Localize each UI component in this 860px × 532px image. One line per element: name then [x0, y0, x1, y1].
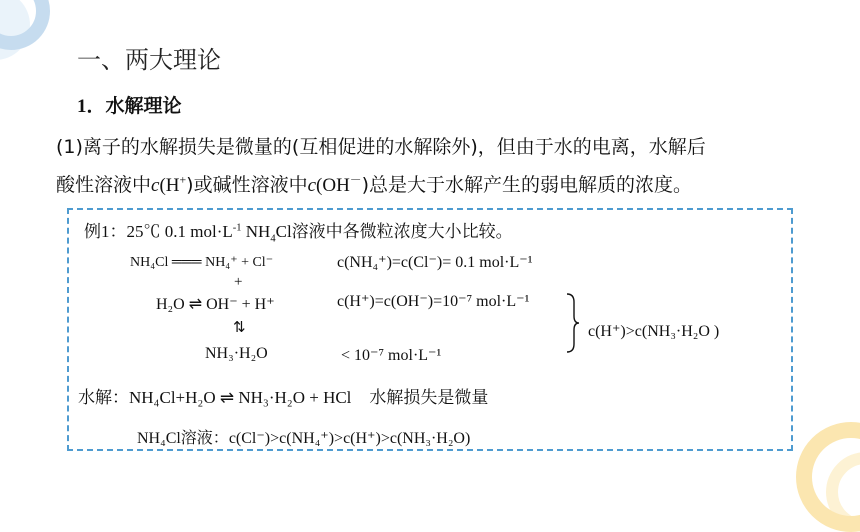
equation-nh3-h2o: NH₃·H₂O [205, 345, 268, 362]
para-text: )或碱性溶液中 [186, 174, 308, 196]
hydrolysis-label: 水解： [78, 388, 129, 408]
para-h: (H [159, 175, 180, 196]
hydrolysis-equation: NH₄Cl+H₂O ⇌ NH₃·H₂O + HCl [129, 388, 352, 407]
order-expression: c(Cl⁻)>c(NH₄⁺)>c(H⁺)>c(NH₃·H₂O) [228, 430, 471, 447]
example-title-part: 例1：25℃ 0.1 mol·L [84, 222, 233, 241]
para-italic-c: c [307, 175, 317, 196]
equation-conc-nh3-h2o: < 10⁻⁷ mol·L⁻¹ [341, 347, 442, 364]
subsection-heading [77, 91, 182, 118]
section-title: 一、两大理论 [77, 46, 221, 74]
para-text: 酸性溶液中 [56, 174, 152, 196]
para-text: )总是大于水解产生的弱电解质的浓度。 [361, 174, 692, 196]
para-sup-plus: + [179, 173, 187, 187]
para-oh: (OH [316, 175, 350, 196]
decorative-ring-bottom-right [796, 422, 860, 532]
right-brace [566, 292, 580, 354]
equilibrium-arrows: ⇅ [233, 320, 246, 336]
plus-sign: + [234, 274, 243, 290]
equation-ionization: NH₄Cl ═══ NH₄⁺ + Cl⁻ [130, 255, 274, 270]
concentration-order-line [137, 425, 470, 448]
order-label: NH₄Cl溶液： [137, 430, 229, 447]
subsection-title: 水解理论 [105, 95, 182, 117]
para-italic-c: c [151, 175, 160, 196]
equation-water-ionization: H₂O ⇌ OH⁻ + H⁺ [156, 296, 275, 313]
comparison-result: c(H⁺)>c(NH₃·H₂O ) [588, 323, 720, 340]
hydrolysis-line [78, 383, 488, 408]
example-title-part: Cl溶液中各微粒浓度大小比较。 [275, 222, 513, 241]
para-sup-minus: － [349, 173, 362, 187]
paragraph-line-2 [56, 170, 692, 197]
paragraph-line-1: (1)离子的水解损失是微量的(互相促进的水解除外)，但由于水的电离，水解后 [56, 136, 706, 158]
equation-conc-h-oh: c(H⁺)=c(OH⁻)=10⁻⁷ mol·L⁻¹ [337, 293, 530, 310]
example-title-sup: -1 [232, 222, 242, 234]
subsection-number: 1． [77, 96, 106, 117]
hydrolysis-note: 水解损失是微量 [369, 388, 489, 408]
equation-conc-nh4-cl: c(NH₄⁺)=c(Cl⁻)= 0.1 mol·L⁻¹ [337, 254, 533, 271]
example-title-sub: 4 [270, 233, 276, 245]
example-title [84, 217, 513, 245]
example-title-part: NH [241, 222, 271, 241]
decorative-ring-top-left [0, 0, 50, 50]
